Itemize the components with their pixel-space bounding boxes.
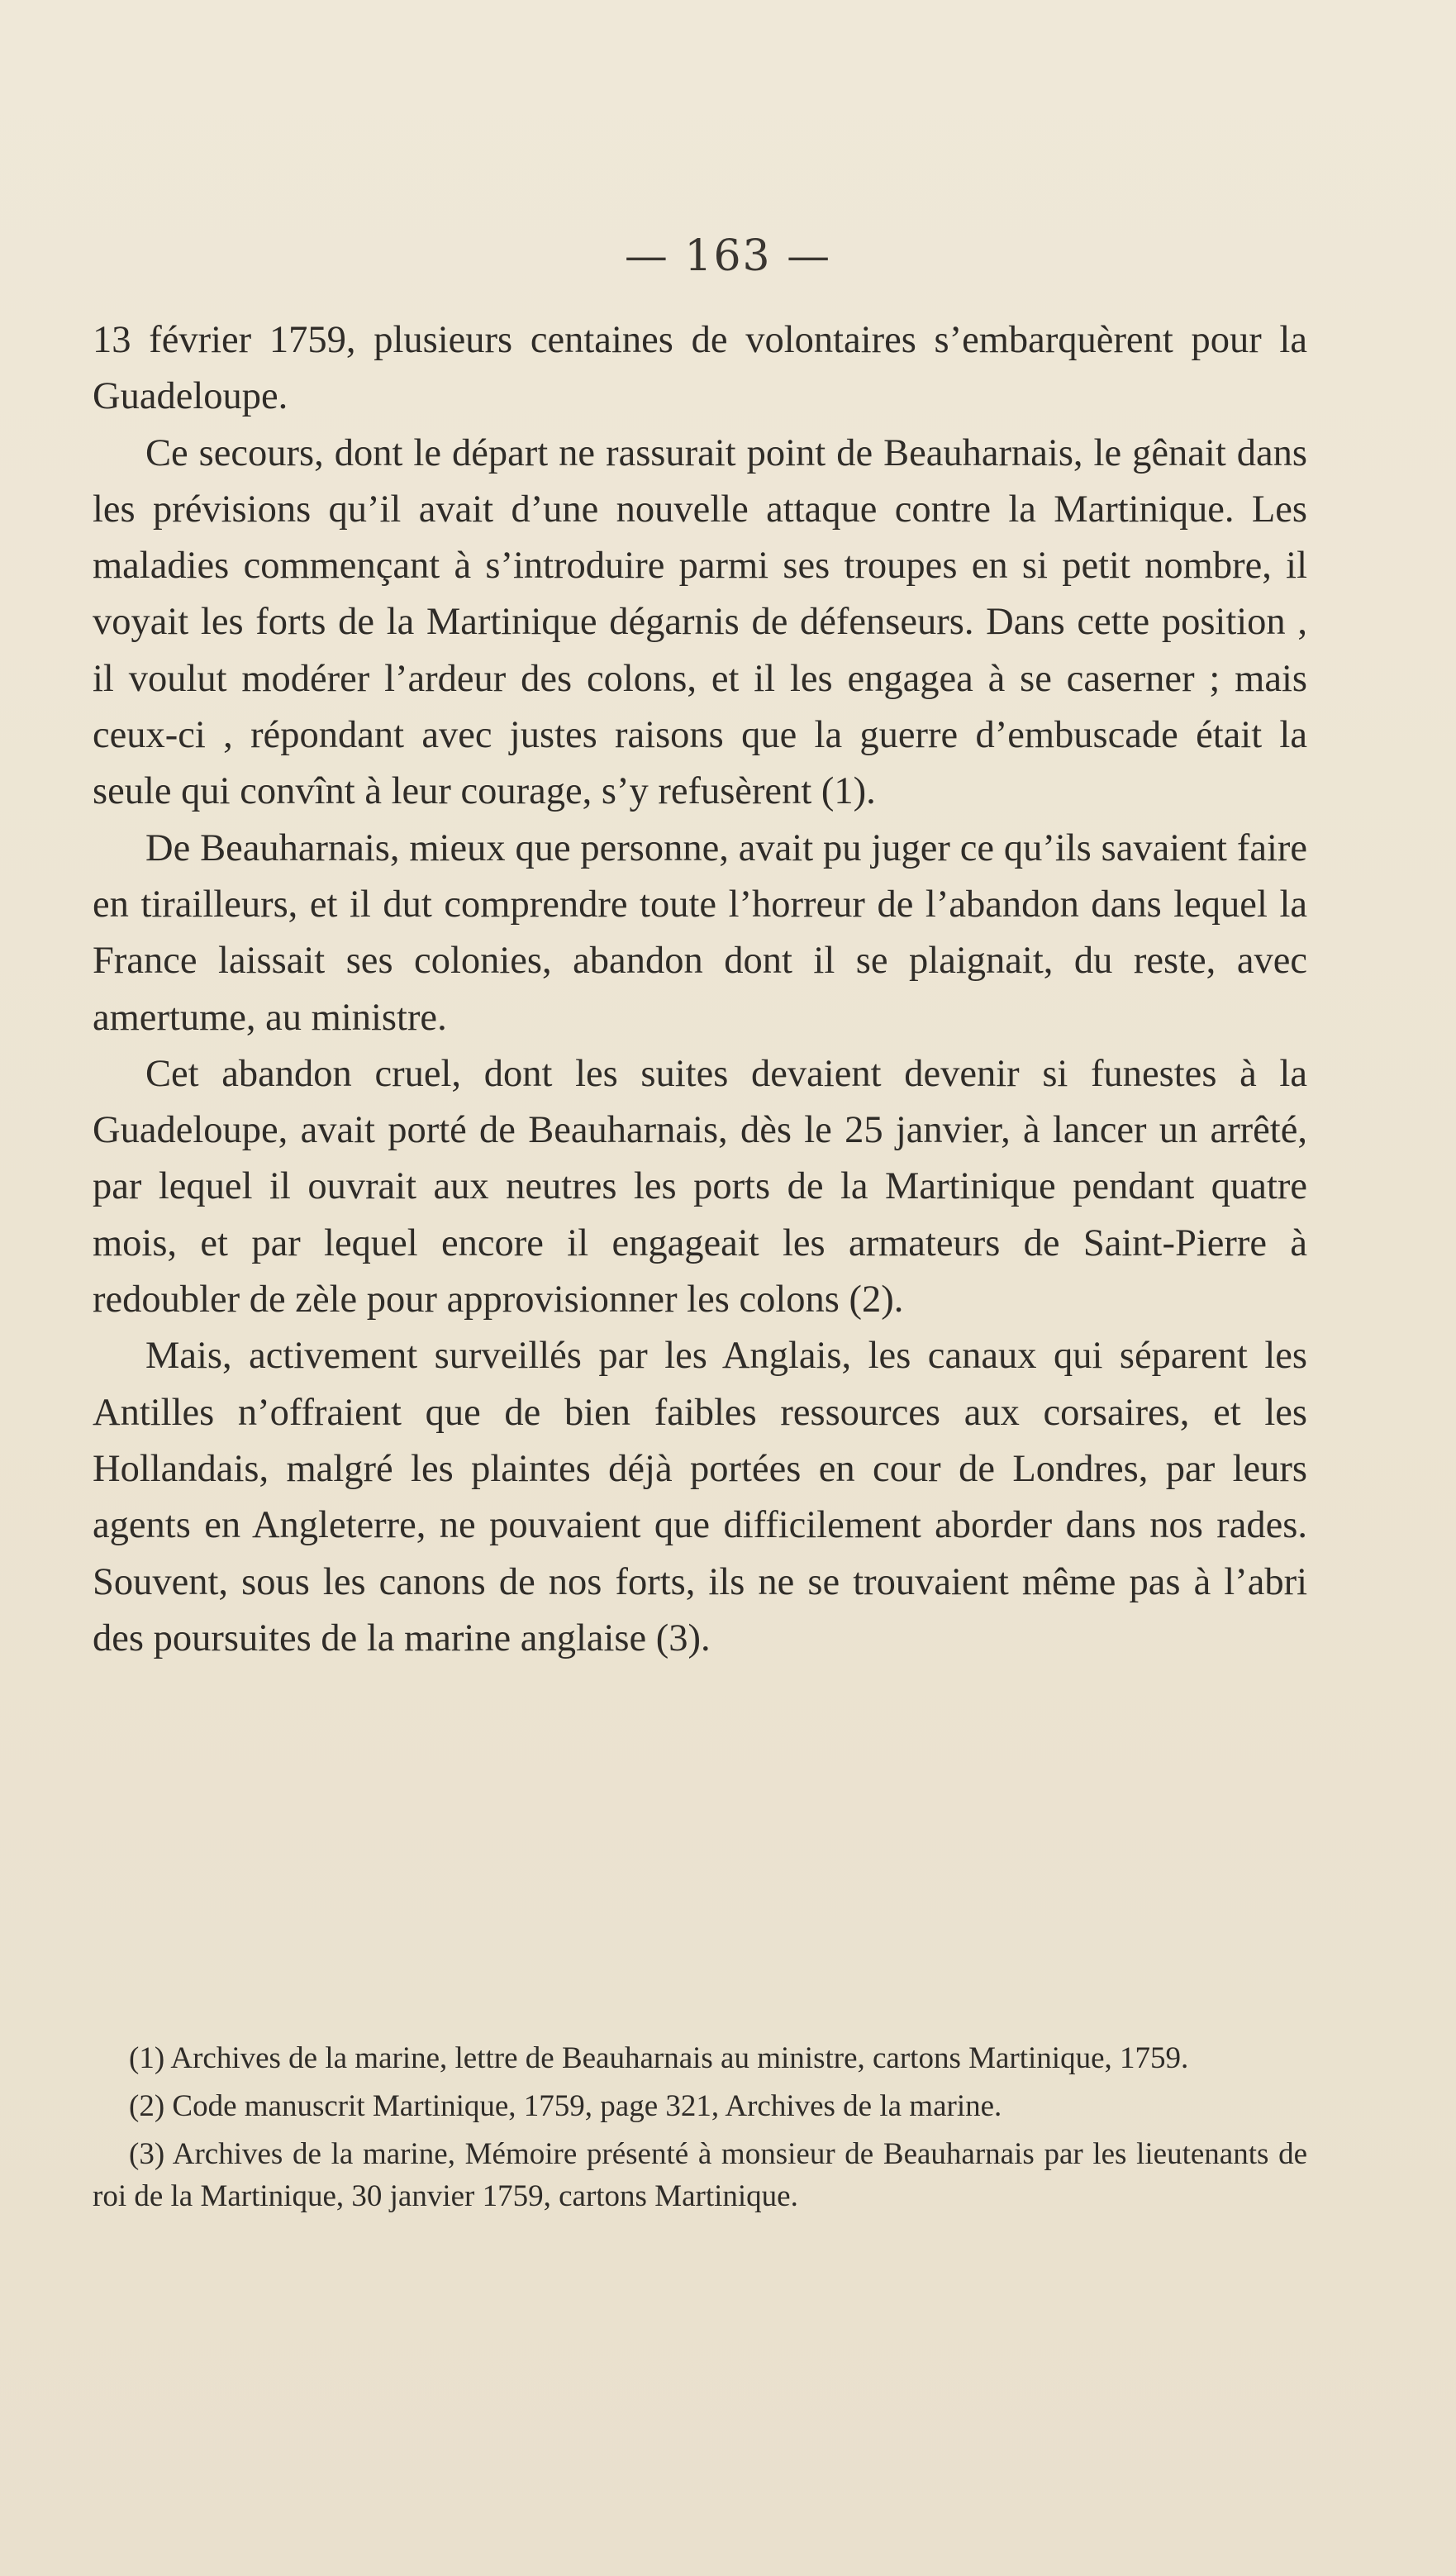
footnote: (2) Code manuscrit Martinique, 1759, page 321, Archives de la marine. (129, 2089, 1002, 2123)
paragraph: Ce secours, dont le départ ne rassurait point de Beauharnais, le gênait dans les prévisions qu’il avait d’une nouvelle attaque contre la Martinique. Les maladies commençant à s’introduire parmi ses troupes en si petit nombre, il voyait les forts de la Martinique dégarnis de défenseurs. Dans cette position , il voulut modérer l’ardeur des colons, et il les engagea à se caserner ; mais ceux-ci , répondant avec justes raisons que la guerre d’embuscade était la seule qui convînt à leur courage, s’y refusèrent (1). (93, 431, 1307, 813)
footnote: (1) Archives de la marine, lettre de Beauharnais au ministre, cartons Martinique, 1759. (129, 2041, 1189, 2075)
page-number: — 163 — (624, 231, 832, 281)
paragraph: Mais, activement surveillés par les Anglais, les canaux qui séparent les Antilles n’offraient que de bien faibles ressources aux corsaires, et les Hollandais, malgré les plaintes déjà portées en cour de Londres, par leurs agents en Angleterre, ne pouvaient que difficilement aborder dans nos rades. Souvent, sous les canons de nos forts, ils ne se trouvaient même pas à l’abri des poursuites de la marine anglaise (3). (93, 1335, 1307, 1659)
paragraph: De Beauharnais, mieux que personne, avait pu juger ce qu’ils savaient faire en tirailleurs, et il dut comprendre toute l’horreur de l’abandon dans lequel la France laissait ses colonies, abandon dont il se plaignait, du reste, avec amertume, au ministre. (93, 826, 1307, 1039)
paragraph: Cet abandon cruel, dont les suites devaient devenir si funestes à la Guadeloupe, avait porté de Beauharnais, dès le 25 janvier, à lancer un arrêté, par lequel il ouvrait aux neutres les ports de la Martinique pendant quatre mois, et par lequel encore il engageait les armateurs de Saint-Pierre à redoubler de zèle pour approvisionner les colons (2). (93, 1052, 1307, 1321)
footnote: (3) Archives de la marine, Mémoire présenté à monsieur de Beauharnais par les lieutenants de roi de la Martinique, 30 janvier 1759, cartons Martinique. (93, 2137, 1307, 2213)
body-text (93, 312, 1307, 1667)
footnotes (93, 2037, 1307, 2223)
paragraph: 13 février 1759, plusieurs centaines de volontaires s’embarquèrent pour la Guadeloupe. (93, 319, 1307, 418)
